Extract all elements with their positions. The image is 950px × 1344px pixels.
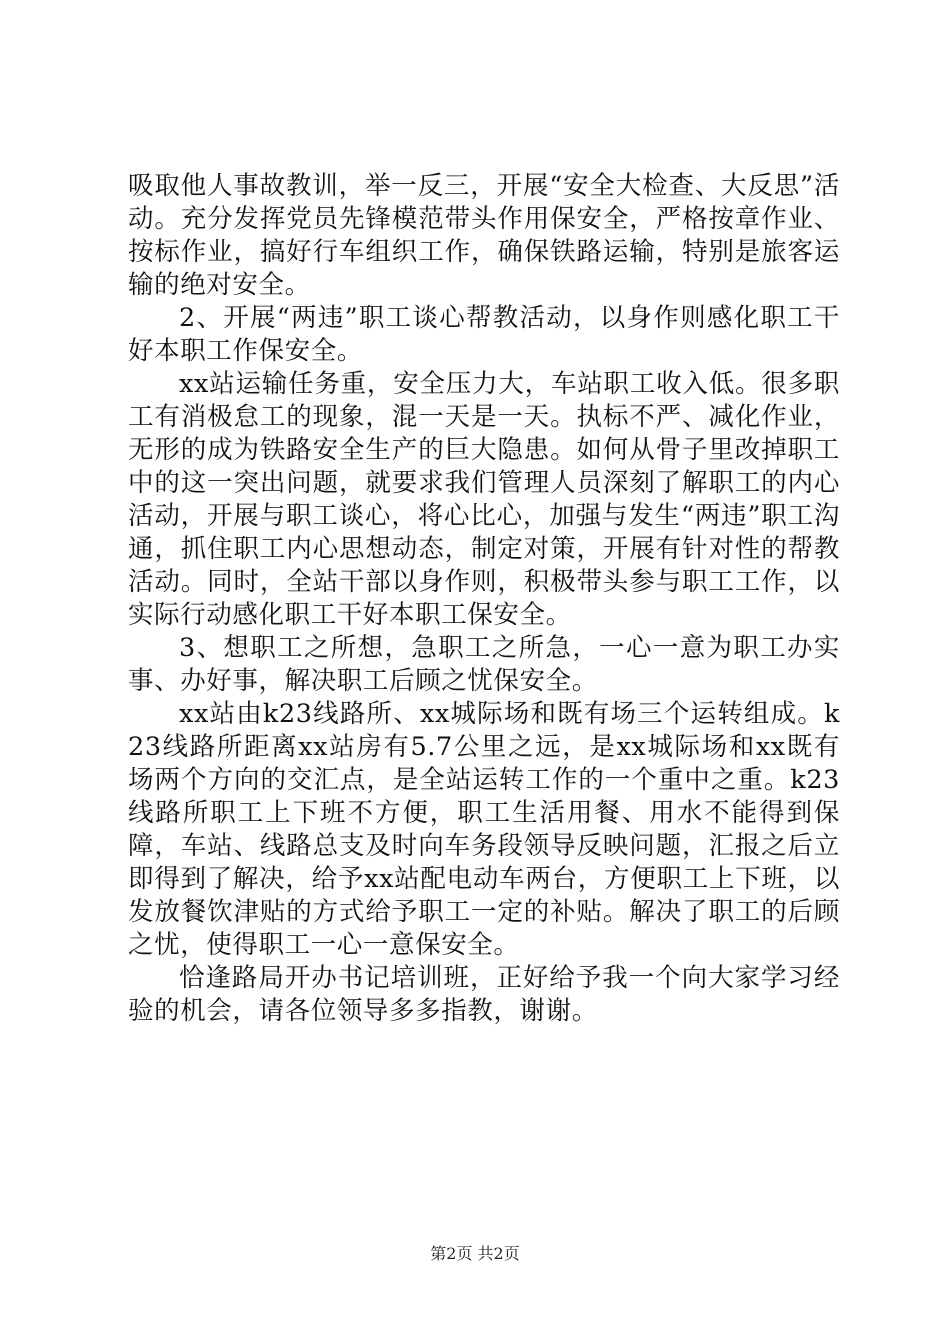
paragraph-heading-3: 3、想职工之所想，急职工之所急，一心一意为职工办实事、办好事，解决职工后顾之忧保安全。: [128, 633, 840, 696]
document-body: [128, 170, 840, 1028]
page-number-footer: 第2页 共2页: [430, 1244, 520, 1263]
paragraph-body-2: xx站运输任务重，安全压力大，车站职工收入低。很多职工有消极怠工的现象，混一天是一天。执标不严、减化作业，无形的成为铁路安全生产的巨大隐患。如何从骨子里改掉职工中的这一突出问题，就要求我们管理人员深刻了解职工的内心活动，开展与职工谈心，将心比心，加强与发生“两违”职工沟通，抓住职工内心思想动态，制定对策，开展有针对性的帮教活动。同时，全站干部以身作则，积极带头参与职工工作，以实际行动感化职工干好本职工保安全。: [128, 369, 840, 630]
paragraph-heading-2: 2、开展“两违”职工谈心帮教活动，以身作则感化职工干好本职工作保安全。: [128, 303, 840, 366]
paragraph-closing: 恰逢路局开办书记培训班，正好给予我一个向大家学习经验的机会，请各位领导多多指教，谢谢。: [128, 963, 840, 1026]
paragraph-body-3: xx站由k23线路所、xx城际场和既有场三个运转组成。k23线路所距离xx站房有5.7公里之远，是xx城际场和xx既有场两个方向的交汇点，是全站运转工作的一个重中之重。k23线路所职工上下班不方便，职工生活用餐、用水不能得到保障，车站、线路总支及时向车务段领导反映问题，汇报之后立即得到了解决，给予xx站配电动车两台，方便职工上下班，以发放餐饮津贴的方式给予职工一定的补贴。解决了职工的后顾之忧，使得职工一心一意保安全。: [128, 699, 840, 960]
paragraph-continuation: 吸取他人事故教训，举一反三，开展“安全大检查、大反思”活动。充分发挥党员先锋模范带头作用保安全，严格按章作业、按标作业，搞好行车组织工作，确保铁路运输，特别是旅客运输的绝对安全。: [128, 171, 840, 300]
